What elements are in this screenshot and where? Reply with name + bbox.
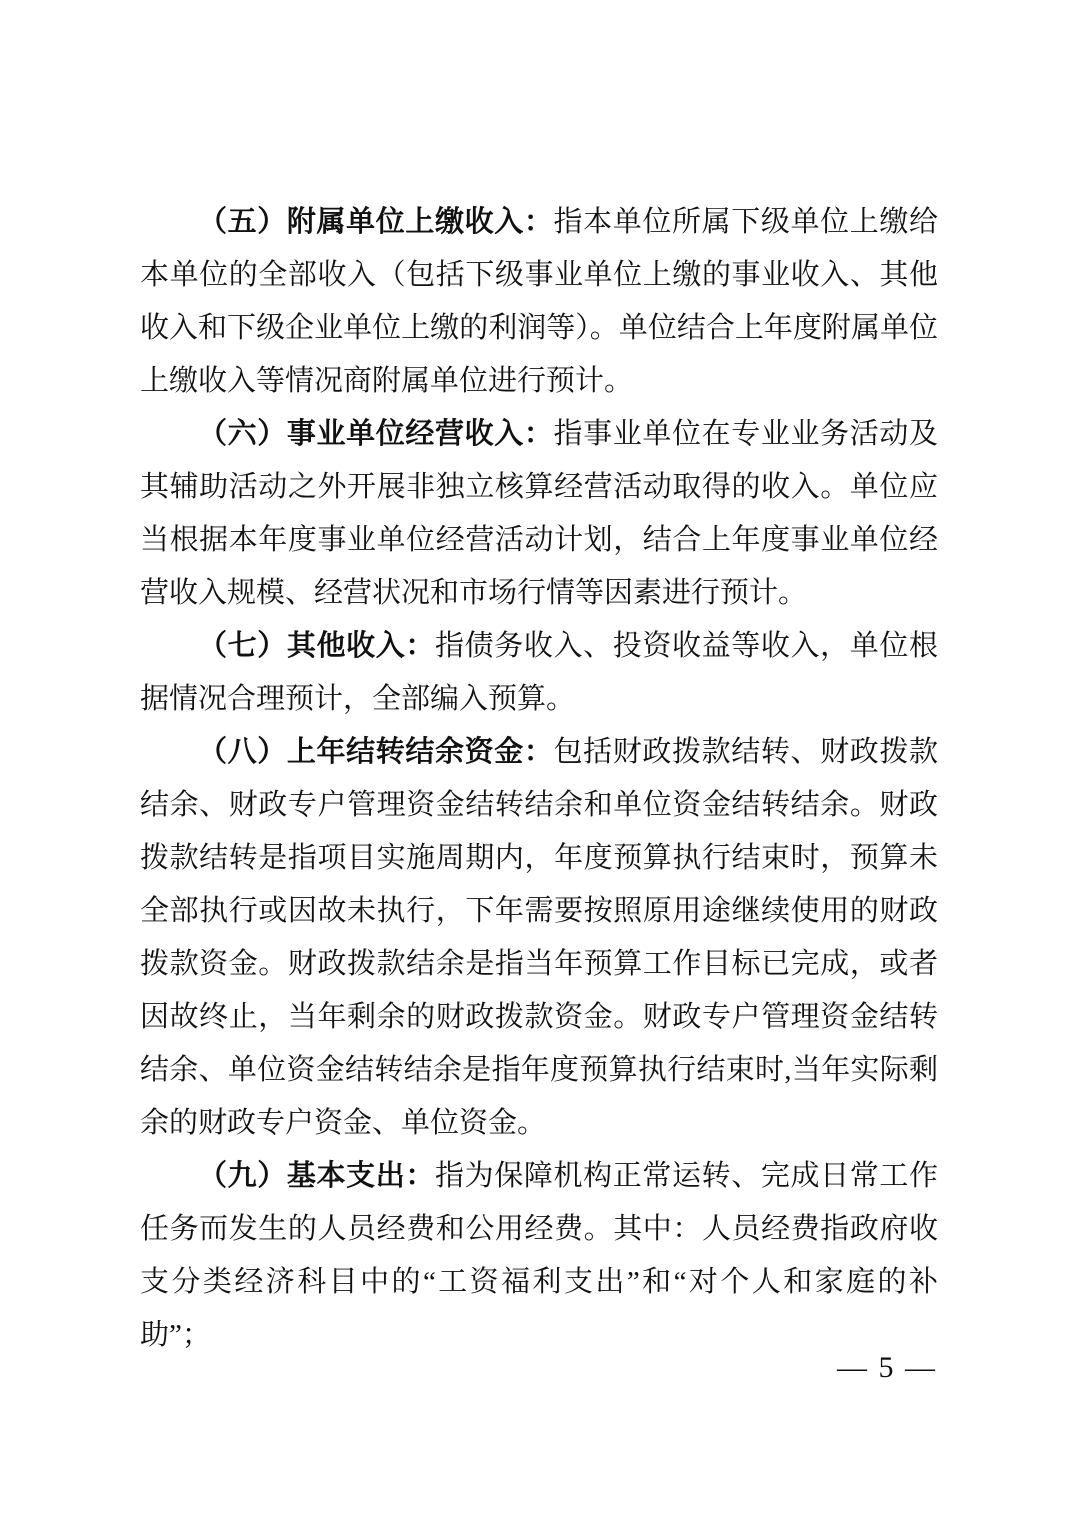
paragraph-6-lead: （六）事业单位经营收入： bbox=[198, 418, 554, 450]
paragraph-8 bbox=[140, 726, 938, 1150]
paragraph-7-lead: （七）其他收入： bbox=[198, 630, 435, 662]
paragraph-5 bbox=[140, 196, 938, 408]
paragraph-5-lead: （五）附属单位上缴收入： bbox=[198, 206, 554, 238]
paragraph-8-text: 包括财政拨款结转、财政拨款结余、财政专户管理资金结转结余和单位资金结转结余。财政拨款结转是指项目实施周期内，年度预算执行结束时，预算未全部执行或因故未执行，下年需要按照原用途继续使用的财政拨款资金。财政拨款结余是指当年预算工作目标已完成，或者因故终止，当年剩余的财政拨款资金。财政专户管理资金结转结余、单位资金结转结余是指年度预算执行结束时,当年实际剩余的财政专户资金、单位资金。 bbox=[140, 736, 938, 1139]
paragraph-6 bbox=[140, 408, 938, 620]
document-body bbox=[140, 196, 938, 1362]
page-number: — 5 — bbox=[837, 1351, 937, 1384]
paragraph-5-text: 指本单位所属下级单位上缴给本单位的全部收入（包括下级事业单位上缴的事业收入、其他收入和下级企业单位上缴的利润等）。单位结合上年度附属单位上缴收入等情况商附属单位进行预计。 bbox=[140, 206, 938, 397]
paragraph-8-lead: （八）上年结转结余资金： bbox=[198, 736, 554, 768]
paragraph-9-text: 指为保障机构正常运转、完成日常工作任务而发生的人员经费和公用经费。其中：人员经费指政府收支分类经济科目中的“工资福利支出”和“对个人和家庭的补助”； bbox=[140, 1160, 938, 1351]
paragraph-7-text: 指债务收入、投资收益等收入，单位根据情况合理预计，全部编入预算。 bbox=[140, 630, 938, 715]
paragraph-9-lead: （九）基本支出： bbox=[198, 1160, 435, 1192]
paragraph-6-text: 指事业单位在专业业务活动及其辅助活动之外开展非独立核算经营活动取得的收入。单位应当根据本年度事业单位经营活动计划，结合上年度事业单位经营收入规模、经营状况和市场行情等因素进行预计。 bbox=[140, 418, 938, 609]
paragraph-7 bbox=[140, 620, 938, 726]
paragraph-9 bbox=[140, 1150, 938, 1362]
